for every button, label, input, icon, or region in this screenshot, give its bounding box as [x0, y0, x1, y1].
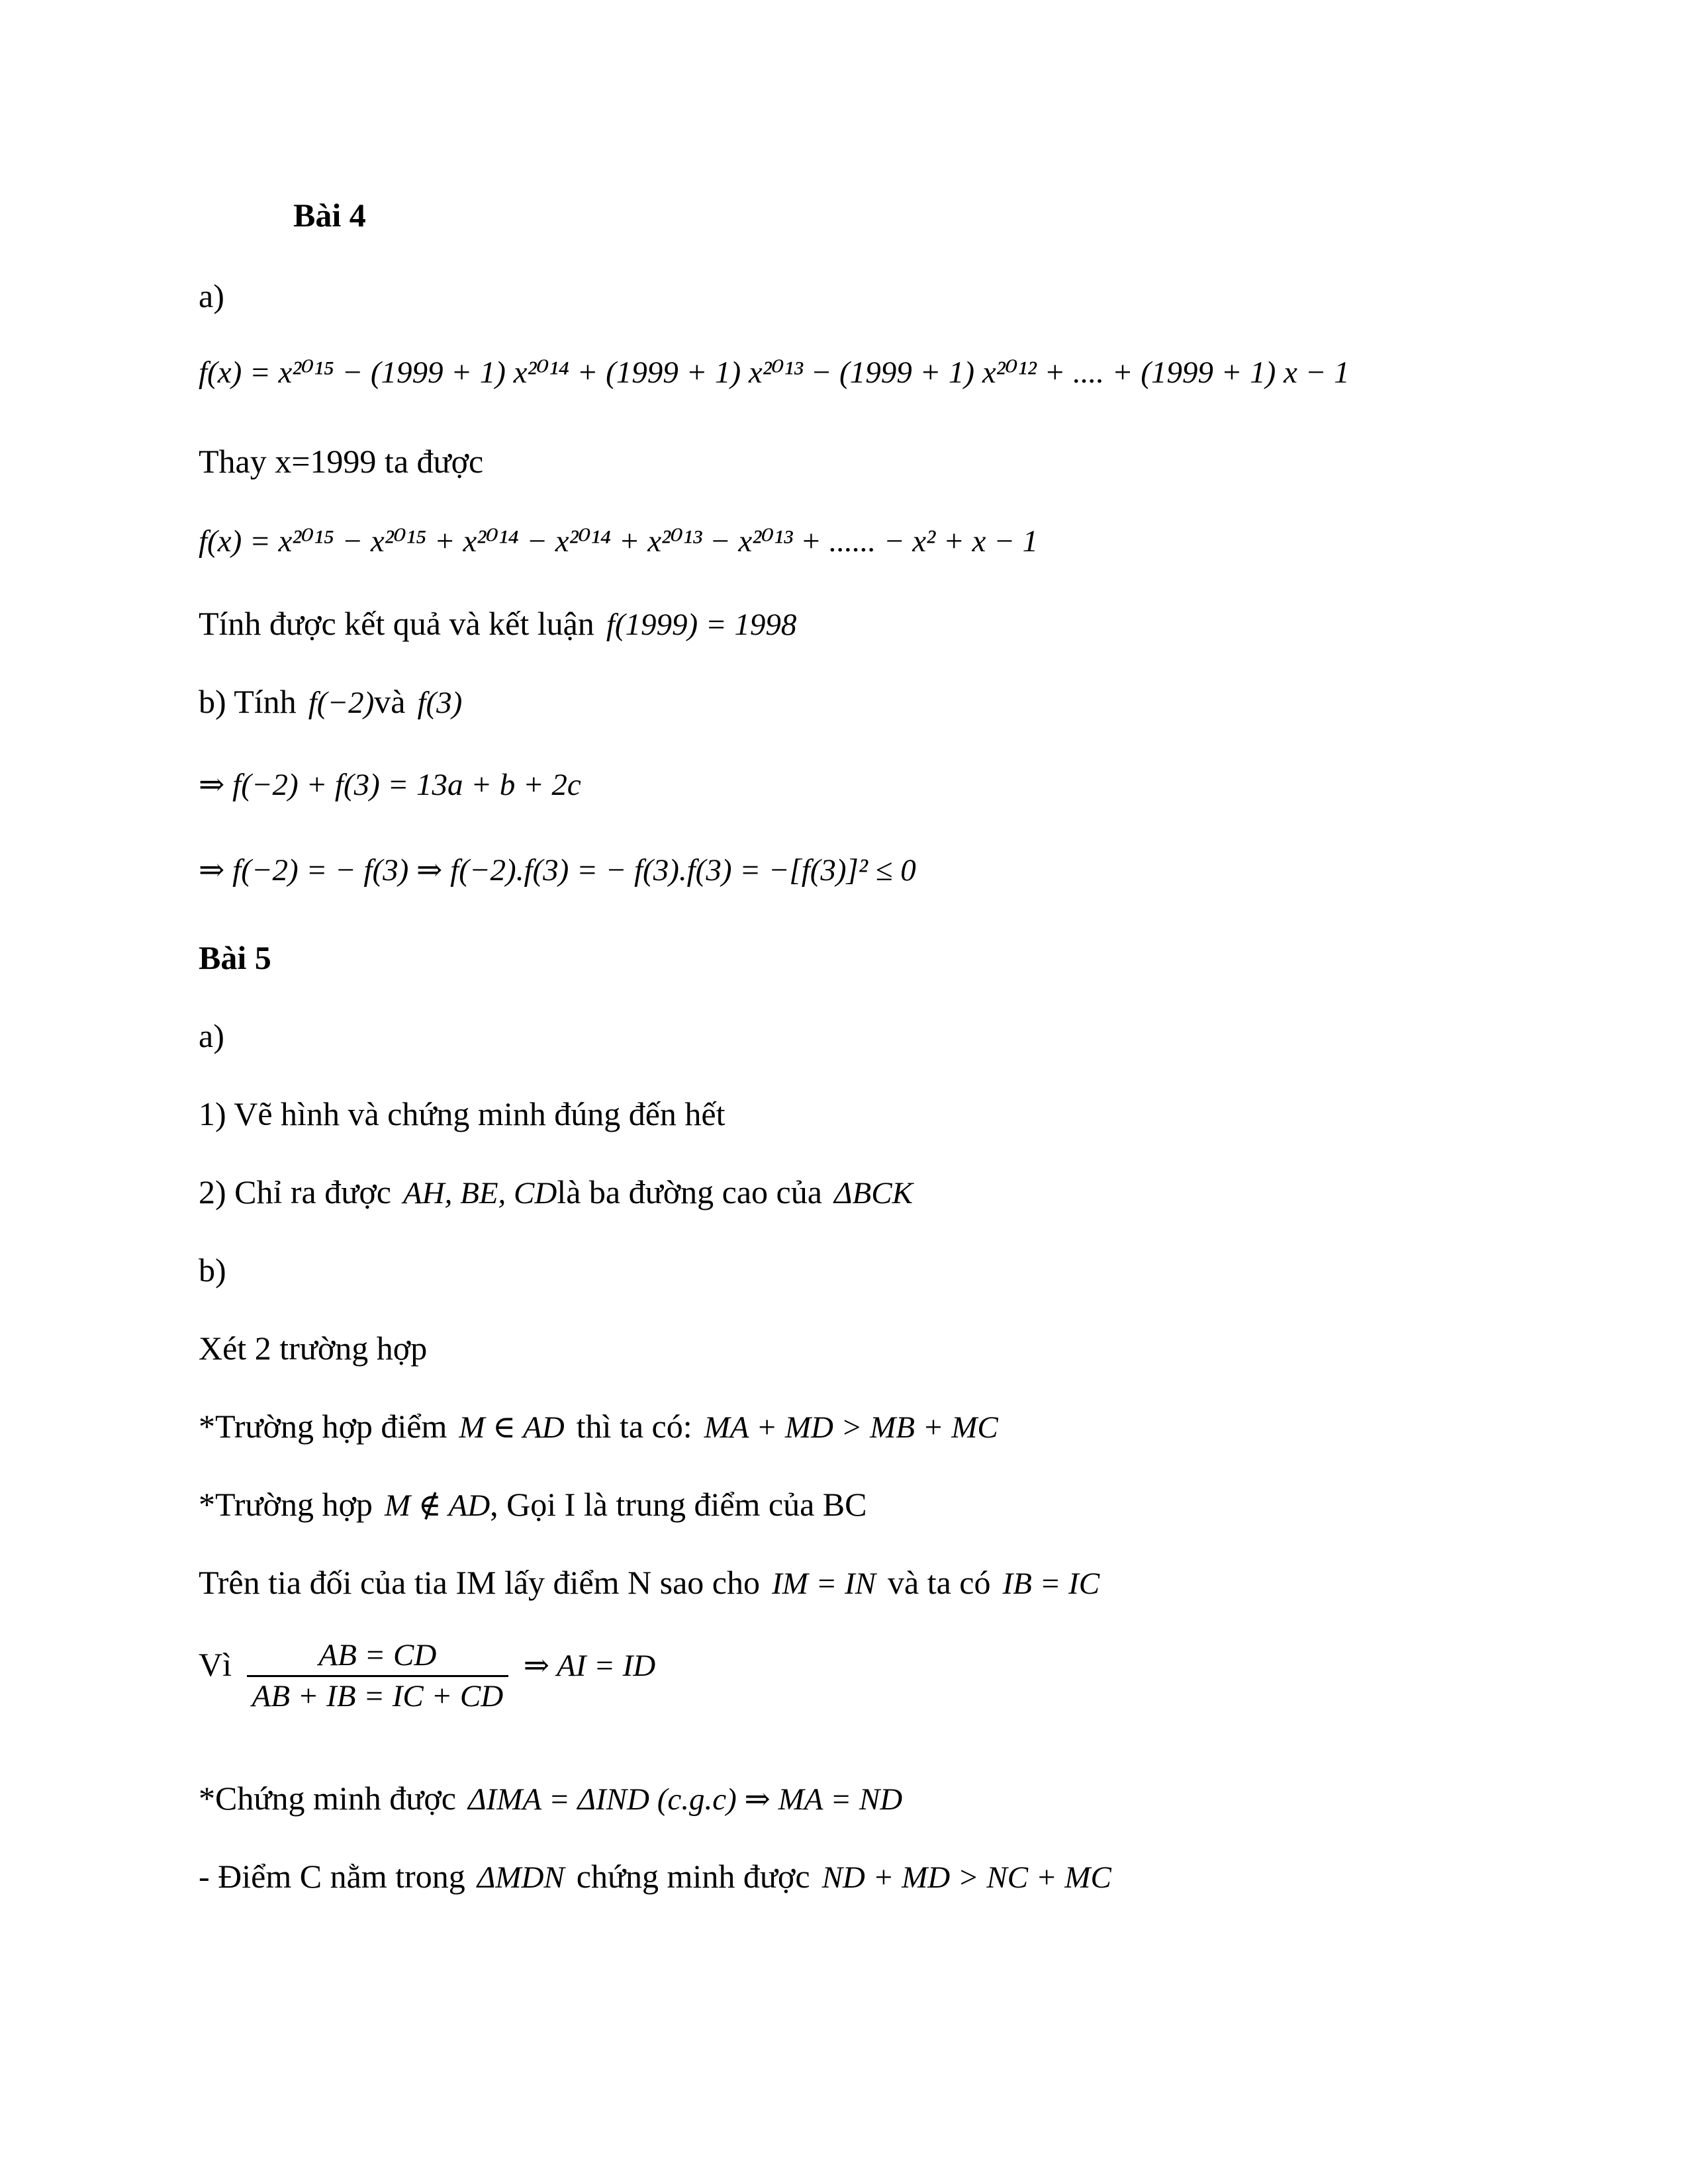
- bai4-b-text2: và: [374, 683, 406, 720]
- bai5-case2-text1: *Trường hợp: [199, 1486, 373, 1523]
- bai4-title: Bài 4: [293, 197, 366, 234]
- bai4-thay: Thay x=1999 ta được: [199, 443, 484, 480]
- bai4-b-line: [199, 685, 462, 719]
- bai5-xet: Xét 2 trường hợp: [199, 1330, 428, 1367]
- bai5-tren-text1: Trên tia đối của tia IM lấy điểm N sao cho: [199, 1564, 760, 1601]
- bai5-item2-line: [199, 1175, 913, 1209]
- bai4-eq3: ⇒ f(−2) + f(3) = 13a + b + 2c: [199, 768, 581, 802]
- bai4-tinh-text: Tính được kết quả và kết luận: [199, 605, 594, 642]
- bai5-item2-expr1: AH, BE, CD: [402, 1176, 557, 1210]
- bai4-eq2: f(x) = x²⁰¹⁵ − x²⁰¹⁵ + x²⁰¹⁴ − x²⁰¹⁴ + x²⁰¹³ − x²⁰¹³ + ...... − x² + x − 1: [199, 524, 1039, 559]
- bai5-diem-text1: - Điểm C nằm trong: [199, 1858, 465, 1895]
- bai5-title: Bài 5: [199, 939, 271, 976]
- bai5-vi-text: Vì: [199, 1645, 232, 1683]
- bai5-tren-expr1: IM = IN: [771, 1567, 876, 1601]
- bai4-b-text1: b) Tính: [199, 683, 297, 720]
- bai4-tinh-expr: f(1999) = 1998: [606, 608, 797, 642]
- bai4-eq1: f(x) = x²⁰¹⁵ − (1999 + 1) x²⁰¹⁴ + (1999 + 1) x²⁰¹³ − (1999 + 1) x²⁰¹² + .... + (1999 + 1) x − 1: [199, 355, 1350, 390]
- bai5-case2-expr1: M ∉ AD: [384, 1488, 491, 1523]
- bai5-case1-text1: *Trường hợp điểm: [199, 1408, 447, 1445]
- bai4-tinh-line: [199, 607, 796, 641]
- bai5-cm-text: *Chứng minh được: [199, 1780, 456, 1817]
- bai5-tren-text2: và ta có: [888, 1564, 991, 1601]
- bai5-vi-denominator: AB + IB = IC + CD: [252, 1679, 504, 1713]
- bai5-case1-line: [199, 1410, 998, 1443]
- bai5-tren-expr2: IB = IC: [1002, 1567, 1100, 1601]
- bai5-case2-text2: , Gọi I là trung điểm của BC: [490, 1486, 867, 1523]
- bai5-cm-line: [199, 1782, 902, 1815]
- bai5-case1-expr1: M ∈ AD: [459, 1410, 565, 1445]
- bai5-vi-numerator: AB = CD: [247, 1640, 509, 1677]
- bai4-b-expr1: f(−2): [308, 686, 375, 720]
- bai4-b-expr2: f(3): [417, 686, 463, 720]
- bai5-item1: 1) Vẽ hình và chứng minh đúng đến hết: [199, 1095, 726, 1132]
- bai5-vi-line: [199, 1635, 656, 1713]
- bai4-a-label: a): [199, 277, 224, 314]
- bai5-vi-result: ⇒ AI = ID: [523, 1648, 656, 1683]
- bai5-diem-line: [199, 1860, 1111, 1893]
- bai5-case1-expr2: MA + MD > MB + MC: [704, 1410, 998, 1445]
- bai5-diem-expr2: ND + MD > NC + MC: [821, 1860, 1111, 1895]
- bai5-vi-fraction: [247, 1640, 509, 1712]
- bai5-case2-line: [199, 1488, 867, 1522]
- bai5-item2-expr2: ΔBCK: [833, 1176, 913, 1210]
- bai5-diem-expr1: ΔMDN: [477, 1860, 565, 1895]
- bai4-eq4: ⇒ f(−2) = − f(3) ⇒ f(−2).f(3) = − f(3).f(3) = −[f(3)]² ≤ 0: [199, 853, 916, 887]
- bai5-cm-expr: ΔIMA = ΔIND (c.g.c) ⇒ MA = ND: [467, 1782, 903, 1817]
- bai5-diem-text2: chứng minh được: [576, 1858, 810, 1895]
- bai5-b-label: b): [199, 1251, 226, 1289]
- bai5-a-label: a): [199, 1017, 224, 1054]
- bai5-case1-text2: thì ta có:: [576, 1408, 692, 1445]
- bai5-item2-text2: là ba đường cao của: [557, 1173, 822, 1210]
- bai5-tren-line: [199, 1566, 1100, 1600]
- bai5-item2-text1: 2) Chỉ ra được: [199, 1173, 391, 1210]
